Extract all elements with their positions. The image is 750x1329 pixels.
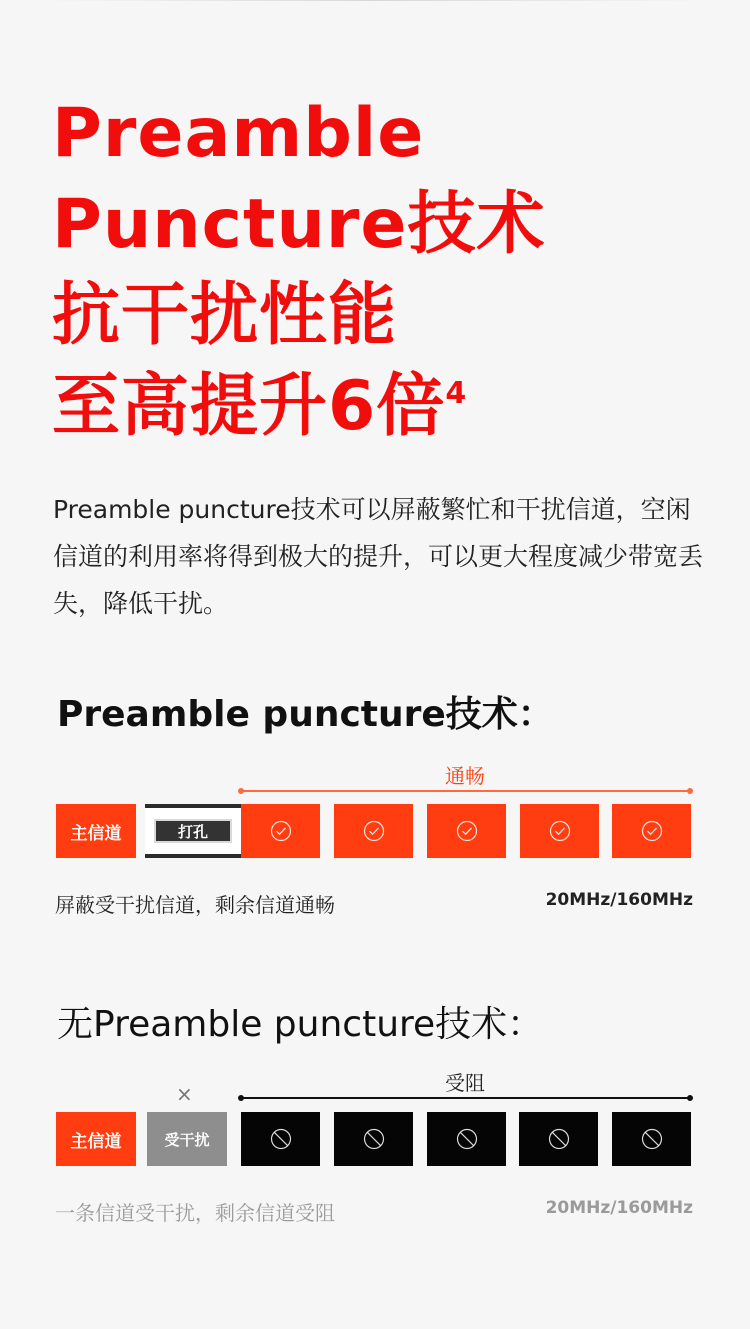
main-channel-label: 主信道 bbox=[70, 823, 122, 844]
section-title-with-puncture: Preamble puncture技术： bbox=[57, 694, 554, 735]
blocked-circle-icon bbox=[641, 1128, 663, 1150]
blocked-circle-icon bbox=[548, 1128, 570, 1150]
clear-channel-block bbox=[241, 804, 320, 858]
clear-channel-block bbox=[612, 804, 691, 858]
main-channel-label: 主信道 bbox=[70, 1131, 122, 1152]
blocked-channel-block bbox=[519, 1112, 598, 1166]
interfered-channel-block bbox=[147, 1112, 227, 1166]
clear-channel-block bbox=[334, 804, 413, 858]
caption-without-puncture: 一条信道受干扰，剩余信道受阻 bbox=[55, 1201, 335, 1225]
blocked-channel-block bbox=[612, 1112, 691, 1166]
main-channel-block bbox=[56, 1112, 136, 1166]
check-circle-icon bbox=[270, 820, 292, 842]
headline-line-4-text: 至高提升6倍 bbox=[52, 367, 446, 446]
punctured-channel-block bbox=[145, 804, 241, 858]
blocked-circle-icon bbox=[363, 1128, 385, 1150]
bandwidth-with-puncture: 20MHz/160MHz bbox=[545, 890, 693, 910]
clear-span-line bbox=[241, 790, 690, 792]
check-circle-icon bbox=[363, 820, 385, 842]
punch-rail-bottom bbox=[145, 854, 241, 858]
punch-label: 打孔 bbox=[177, 822, 208, 841]
caption-with-puncture: 屏蔽受干扰信道，剩余信道通畅 bbox=[55, 893, 335, 917]
description: Preamble puncture技术可以屏蔽繁忙和干扰信道，空闲信道的利用率将得到极大的提升，可以更大程度减少带宽丢失，降低干扰。 bbox=[53, 495, 704, 618]
blocked-circle-icon bbox=[270, 1128, 292, 1150]
headline-line-1: Preamble bbox=[52, 94, 425, 173]
check-circle-icon bbox=[641, 820, 663, 842]
check-circle-icon bbox=[549, 820, 571, 842]
headline-line-4 bbox=[52, 361, 546, 465]
clear-channel-block bbox=[427, 804, 506, 858]
punch-rail-top bbox=[145, 804, 241, 808]
blocked-channel-block bbox=[427, 1112, 506, 1166]
top-divider bbox=[40, 0, 710, 1]
blocked-channel-block bbox=[334, 1112, 413, 1166]
blocked-label: 受阻 bbox=[445, 1071, 485, 1095]
main-channel-block bbox=[56, 804, 136, 858]
interference-x-mark: × bbox=[176, 1082, 193, 1106]
interference-label: 受干扰 bbox=[164, 1130, 210, 1149]
headline bbox=[52, 88, 546, 465]
blocked-span-line bbox=[241, 1097, 690, 1099]
blocked-circle-icon bbox=[456, 1128, 478, 1150]
headline-line-3: 抗干扰性能 bbox=[52, 276, 398, 355]
clear-label: 通畅 bbox=[445, 764, 485, 788]
bandwidth-without-puncture: 20MHz/160MHz bbox=[545, 1198, 693, 1218]
footnote-marker: 4 bbox=[445, 376, 468, 411]
check-circle-icon bbox=[456, 820, 478, 842]
section-title-without-puncture: 无Preamble puncture技术： bbox=[57, 1004, 544, 1045]
headline-line-2: Puncture技术 bbox=[52, 185, 546, 264]
punch-hole bbox=[154, 819, 232, 843]
clear-channel-block bbox=[520, 804, 599, 858]
blocked-channel-block bbox=[241, 1112, 320, 1166]
